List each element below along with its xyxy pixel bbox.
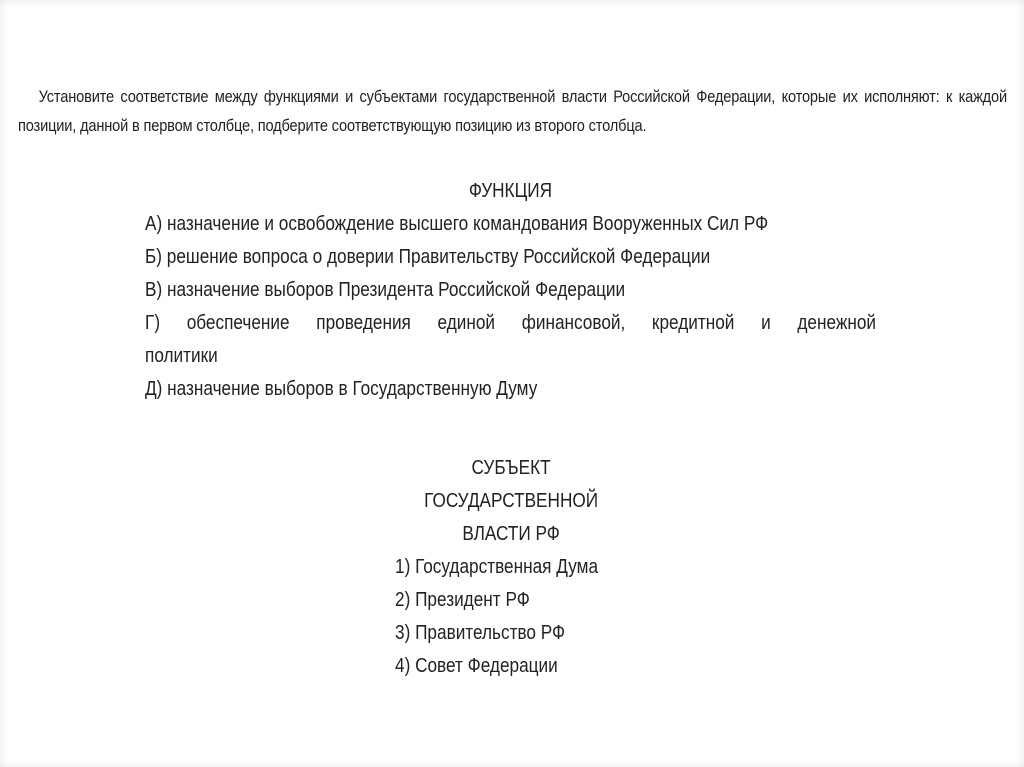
subjects-title-line-2: ГОСУДАРСТВЕННОЙ [424, 490, 599, 512]
subjects-title-line-3: ВЛАСТИ РФ [462, 523, 560, 545]
function-item-d: Д) назначение выборов в Государственную Думу [145, 378, 538, 400]
function-item-g: Г) обеспечение проведения единой финансовой, кредитной и денежной [145, 312, 876, 334]
function-item-g-continued: политики [145, 345, 218, 367]
function-item-a: А) назначение и освобождение высшего командования Вооруженных Сил РФ [145, 213, 769, 235]
subject-item-1: 1) Государственная Дума [395, 556, 599, 578]
functions-title: ФУНКЦИЯ [468, 180, 553, 202]
subject-item-2: 2) Президент РФ [395, 589, 530, 611]
function-item-b: Б) решение вопроса о доверии Правительству Российской Федерации [145, 246, 711, 268]
functions-column [145, 175, 876, 406]
function-item-v: В) назначение выборов Президента Российской Федерации [145, 279, 626, 301]
subjects-title-line-1: СУБЪЕКТ [471, 457, 551, 479]
subjects-column [395, 452, 627, 683]
subject-item-4: 4) Совет Федерации [395, 655, 558, 677]
subject-item-3: 3) Правительство РФ [395, 622, 566, 644]
task-instruction: Установите соответствие между функциями и субъектами государственной власти Российской Федерации, которые их исполняют: к каждой позиции, данной в первом столбце, подберите соответствующую позицию из второго столбца. [18, 87, 1007, 135]
